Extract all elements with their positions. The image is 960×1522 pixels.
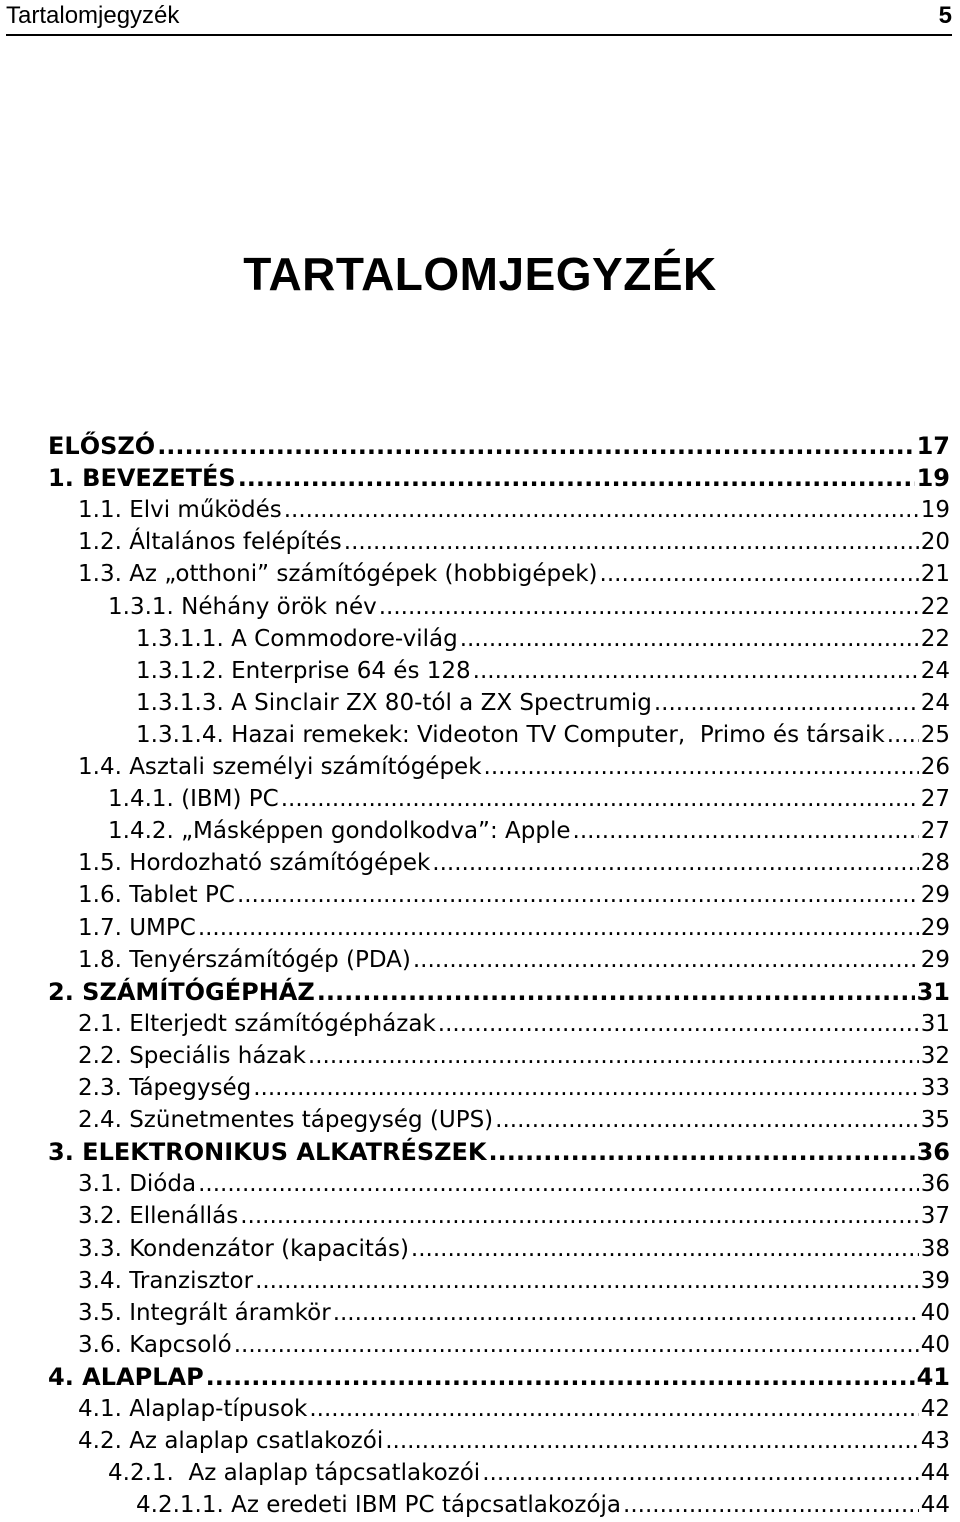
toc-leader-dots	[495, 1104, 919, 1136]
toc-entry-title: 1.4.2. „Másképpen gondolkodva”: Apple	[108, 818, 571, 845]
toc-entry-page: 42	[920, 1396, 950, 1422]
toc-entry-title: 3.3. Kondenzátor (kapacitás)	[78, 1235, 409, 1262]
toc-entry[interactable]	[78, 494, 950, 526]
toc-entry-page: 35	[920, 1107, 950, 1134]
toc-leader-dots	[573, 815, 919, 847]
toc-entry-page: 39	[920, 1267, 950, 1294]
toc-entry[interactable]	[78, 1008, 950, 1040]
toc-entry-title: 2. SZÁMÍTÓGÉPHÁZ	[48, 977, 315, 1006]
toc-leader-dots	[157, 430, 914, 462]
toc-leader-dots	[309, 1393, 918, 1425]
toc-entry-page: 17	[916, 432, 950, 460]
toc-leader-dots	[432, 847, 918, 879]
toc-entry-title: 1.5. Hordozható számítógépek	[78, 850, 431, 877]
toc-entry[interactable]	[48, 976, 950, 1008]
toc-entry[interactable]	[78, 1393, 950, 1425]
toc-leader-dots	[253, 1072, 918, 1104]
toc-entry[interactable]	[78, 879, 950, 911]
toc-entry[interactable]	[48, 1361, 950, 1393]
toc-entry[interactable]	[78, 1233, 950, 1265]
toc-leader-dots	[198, 912, 919, 944]
running-title: Tartalomjegyzék	[6, 2, 180, 29]
toc-leader-dots	[238, 462, 915, 494]
toc-leader-dots	[333, 1297, 919, 1329]
toc-entry-page: 40	[920, 1331, 950, 1358]
toc-leader-dots	[281, 783, 919, 815]
toc-leader-dots	[308, 1040, 919, 1072]
toc-entry-page: 32	[920, 1042, 950, 1069]
toc-entry-page: 20	[920, 529, 950, 556]
toc-leader-dots	[255, 1265, 919, 1297]
toc-leader-dots	[473, 655, 919, 687]
toc-entry-title: 1.1. Elvi működés	[78, 497, 282, 524]
toc-entry[interactable]	[108, 783, 950, 815]
page-header	[6, 0, 952, 36]
toc-entry-title: 4.2. Az alaplap csatlakozói	[78, 1428, 384, 1455]
toc-leader-dots	[240, 1200, 919, 1232]
toc-entry-title: 4. ALAPLAP	[48, 1362, 204, 1391]
toc-entry-title: 1.3. Az „otthoni” számítógépek (hobbigépek)	[78, 561, 598, 588]
toc-entry[interactable]	[78, 1425, 950, 1457]
toc-entry-title: 1.6. Tablet PC	[78, 882, 235, 909]
toc-entry-page: 28	[920, 850, 950, 877]
toc-entry-title: 3.1. Dióda	[78, 1171, 197, 1198]
toc-entry-page: 22	[920, 625, 950, 652]
toc-entry-page: 33	[920, 1075, 950, 1101]
toc-entry[interactable]	[108, 1457, 950, 1489]
toc-leader-dots	[484, 751, 919, 783]
toc-entry-page: 26	[920, 754, 950, 780]
toc-entry-page: 44	[920, 1460, 950, 1487]
toc-entry-page: 29	[920, 882, 950, 909]
toc-entry[interactable]	[78, 1297, 950, 1329]
toc-entry-title: 1.8. Tenyérszámítógép (PDA)	[78, 946, 411, 973]
toc-entry-title: 4.1. Alaplap-típusok	[78, 1396, 308, 1422]
toc-leader-dots	[344, 526, 919, 558]
toc-entry-title: 1.3.1.2. Enterprise 64 és 128	[136, 657, 471, 684]
toc-entry-page: 25	[920, 721, 950, 748]
toc-entry[interactable]	[78, 1168, 950, 1200]
toc-entry-title: 1.3.1.4. Hazai remekek: Videoton TV Computer, Primo és társaik	[136, 721, 885, 748]
toc-entry-title: 1.7. UMPC	[78, 914, 196, 941]
toc-leader-dots	[206, 1361, 915, 1393]
toc-entry-title: 2.2. Speciális házak	[78, 1042, 306, 1069]
page-number: 5	[938, 2, 952, 29]
toc-leader-dots	[317, 976, 915, 1008]
toc-entry-title: 1.3.1.1. A Commodore-világ	[136, 625, 458, 652]
toc-entry-page: 24	[920, 657, 950, 684]
toc-leader-dots	[460, 623, 919, 655]
toc-entry-title: 2.3. Tápegység	[78, 1075, 252, 1101]
toc-entry[interactable]	[108, 815, 950, 847]
toc-leader-dots	[234, 1329, 919, 1361]
toc-entry-title: 2.4. Szünetmentes tápegység (UPS)	[78, 1107, 494, 1134]
toc-entry-title: 1. BEVEZETÉS	[48, 464, 236, 493]
page-title: TARTALOMJEGYZÉK	[243, 248, 717, 300]
toc-entry-title: ELŐSZÓ	[48, 432, 156, 460]
toc-entry-page: 38	[920, 1235, 950, 1262]
toc-leader-dots	[438, 1008, 919, 1040]
toc-leader-dots	[385, 1425, 918, 1457]
toc-leader-dots	[284, 494, 919, 526]
toc-leader-dots	[623, 1489, 919, 1521]
toc-entry[interactable]	[48, 430, 950, 462]
toc-entry-title: 1.4. Asztali személyi számítógépek	[78, 754, 482, 780]
toc-leader-dots	[482, 1457, 919, 1489]
toc-entry-page: 29	[920, 946, 950, 973]
toc-entry-title: 1.4.1. (IBM) PC	[108, 786, 279, 813]
toc-entry[interactable]	[78, 847, 950, 879]
toc-entry[interactable]	[48, 462, 950, 494]
toc-entry-page: 36	[920, 1171, 950, 1198]
toc-entry-page: 27	[920, 786, 950, 813]
toc-entry-page: 44	[920, 1492, 950, 1519]
toc-entry-page: 19	[920, 497, 950, 524]
toc-leader-dots	[600, 558, 919, 590]
toc-entry[interactable]	[78, 1040, 950, 1072]
toc-entry-page: 22	[920, 593, 950, 620]
toc-entry[interactable]	[78, 1200, 950, 1232]
toc-leader-dots	[887, 719, 919, 751]
toc-entry-page: 19	[916, 464, 950, 493]
toc-entry[interactable]	[136, 1489, 950, 1521]
toc-entry[interactable]	[136, 687, 950, 719]
toc-entry[interactable]	[78, 1329, 950, 1361]
toc-leader-dots	[198, 1168, 919, 1200]
toc-entry-page: 43	[920, 1428, 950, 1455]
toc-entry-title: 1.2. Általános felépítés	[78, 529, 342, 556]
toc-entry[interactable]	[136, 655, 950, 687]
toc-leader-dots	[489, 1136, 915, 1168]
toc-entry-page: 29	[920, 914, 950, 941]
toc-entry-title: 1.3.1.3. A Sinclair ZX 80-tól a ZX Spectrumig	[136, 689, 652, 716]
toc-entry-page: 31	[916, 977, 950, 1006]
toc-entry-page: 21	[920, 561, 950, 588]
toc-entry[interactable]	[78, 1072, 950, 1104]
toc-entry[interactable]	[136, 623, 950, 655]
toc-entry[interactable]	[78, 944, 950, 976]
toc-entry[interactable]	[78, 1265, 950, 1297]
toc-leader-dots	[237, 879, 919, 911]
toc-entry[interactable]	[78, 1104, 950, 1136]
toc-entry-page: 27	[920, 818, 950, 845]
toc-entry-page: 40	[920, 1299, 950, 1326]
toc-entry-title: 3.4. Tranzisztor	[78, 1267, 254, 1294]
toc-entry-page: 36	[916, 1138, 950, 1167]
toc-entry[interactable]	[78, 912, 950, 944]
toc-entry[interactable]	[48, 1136, 950, 1168]
toc-entry-page: 37	[920, 1203, 950, 1230]
toc-leader-dots	[654, 687, 919, 719]
toc-entry-title: 4.2.1. Az alaplap tápcsatlakozói	[108, 1460, 481, 1487]
toc-leader-dots	[413, 944, 919, 976]
toc-entry-page: 24	[920, 689, 950, 716]
toc-leader-dots	[379, 591, 919, 623]
toc-entry-title: 2.1. Elterjedt számítógépházak	[78, 1010, 436, 1037]
toc-entry[interactable]	[78, 751, 950, 783]
toc-entry-title: 3.5. Integrált áramkör	[78, 1299, 331, 1326]
toc-entry[interactable]	[136, 719, 950, 751]
toc-entry-title: 3.6. Kapcsoló	[78, 1331, 232, 1358]
toc-entry-title: 3. ELEKTRONIKUS ALKATRÉSZEK	[48, 1138, 487, 1167]
toc-entry-page: 41	[916, 1362, 950, 1391]
toc-entry-title: 1.3.1. Néhány örök név	[108, 593, 377, 620]
toc-leader-dots	[411, 1233, 919, 1265]
toc-entry[interactable]	[108, 591, 950, 623]
toc-entry-title: 3.2. Ellenállás	[78, 1203, 239, 1230]
toc-entry[interactable]	[78, 526, 950, 558]
toc-entry[interactable]	[78, 558, 950, 590]
toc-entry-title: 4.2.1.1. Az eredeti IBM PC tápcsatlakozója	[136, 1492, 622, 1519]
toc-entry-page: 31	[920, 1010, 950, 1037]
